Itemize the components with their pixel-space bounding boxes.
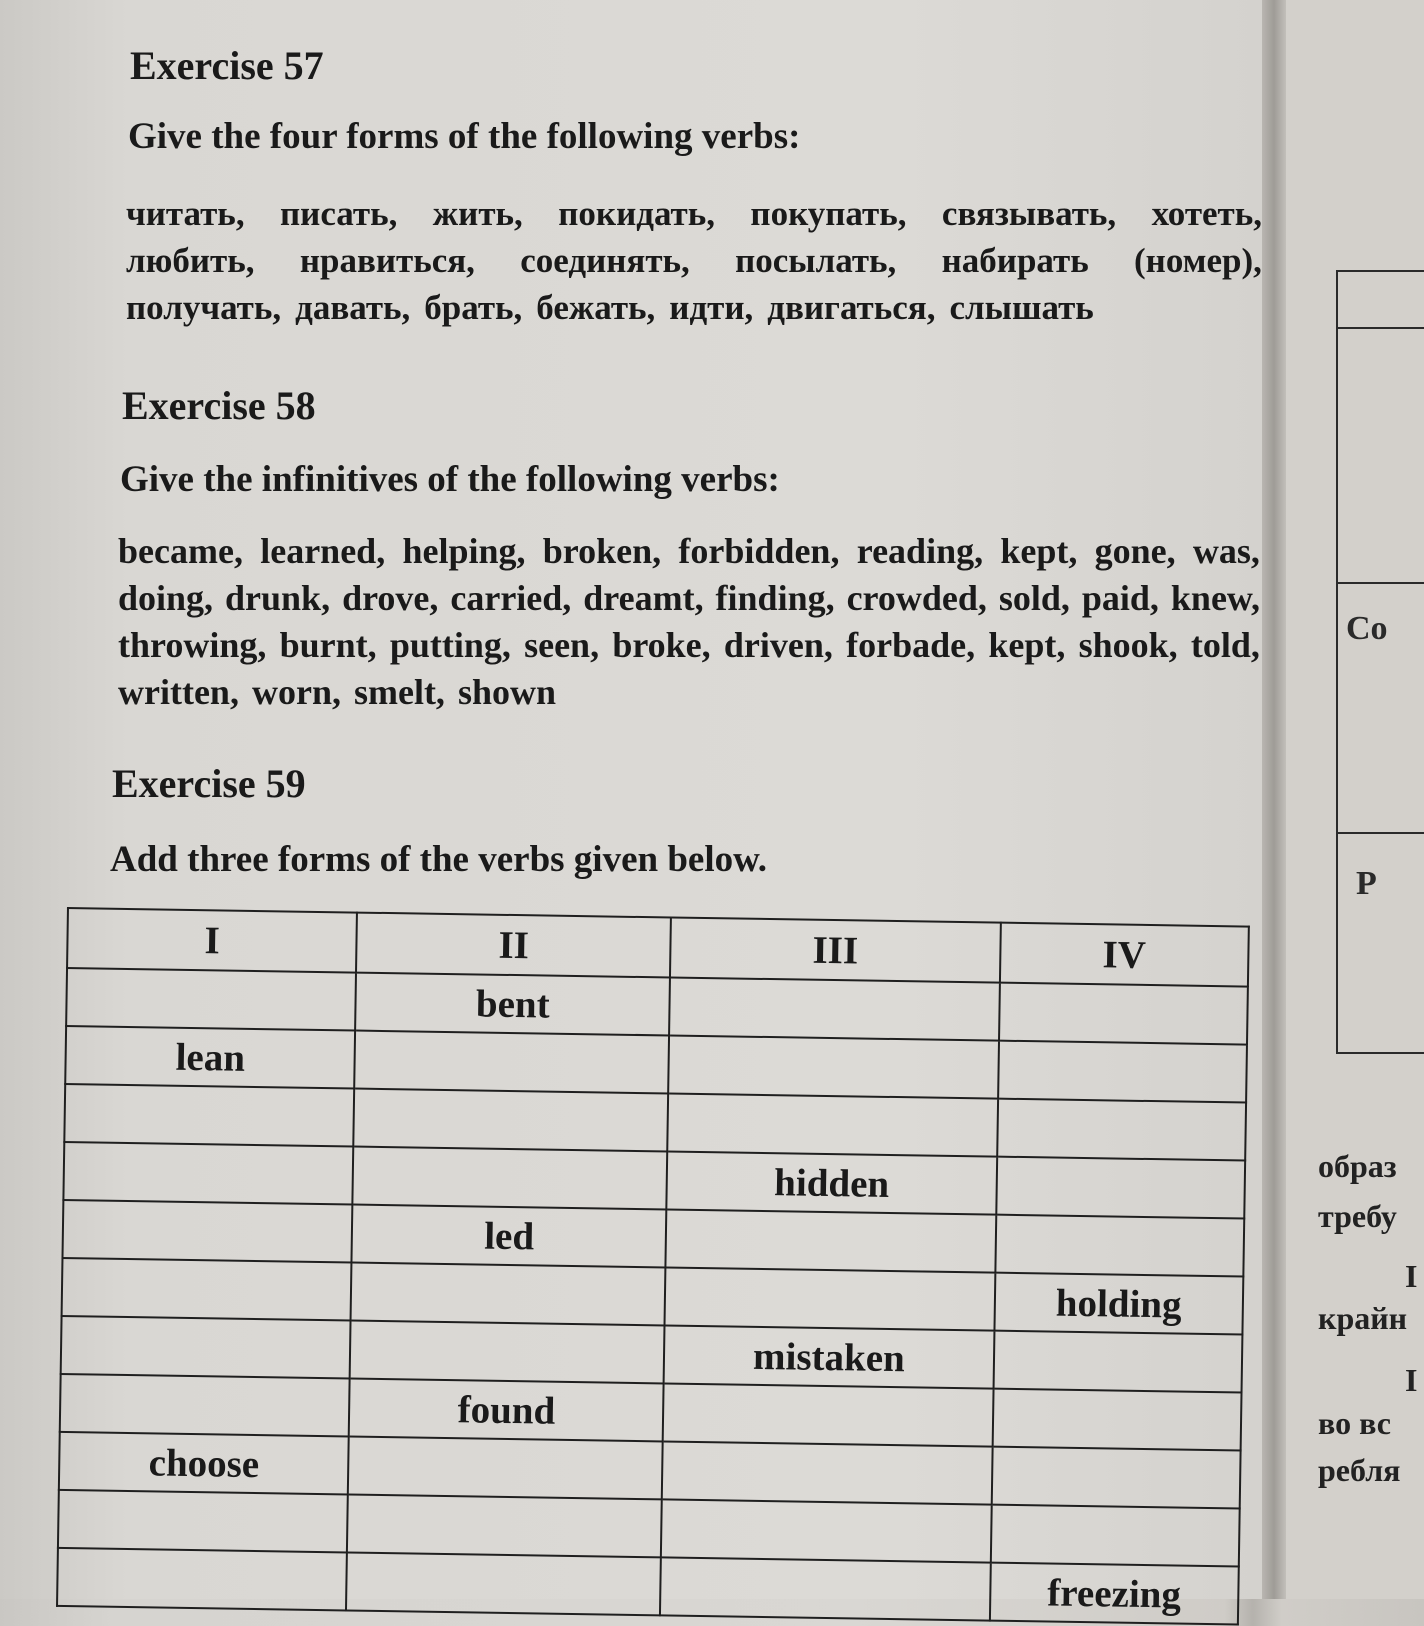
table-cell [61, 1316, 351, 1379]
table-cell: found [349, 1379, 664, 1442]
adjacent-text-line: крайн [1318, 1300, 1408, 1336]
verb-line: получать, давать, брать, бежать, идти, двигаться, слышать [126, 288, 1094, 327]
table-cell [660, 1557, 990, 1620]
verb-line: любить, нравиться, соединять, посылать, набирать (номер), [126, 241, 1262, 280]
verb-line: doing, drunk, drove, carried, dreamt, finding, crowded, sold, paid, knew, [118, 578, 1260, 618]
adjacent-text-line: ребля [1318, 1452, 1401, 1488]
table-cell [57, 1548, 347, 1611]
table-cell [995, 1215, 1244, 1277]
table-cell: holding [994, 1273, 1243, 1335]
table-cell [991, 1447, 1240, 1509]
table-cell [64, 1084, 354, 1147]
table-cell [661, 1499, 991, 1562]
column-header: I [67, 908, 357, 973]
exercise-57-heading: Exercise 57 [130, 43, 324, 88]
exercise-58-heading: Exercise 58 [122, 383, 316, 428]
adjacent-text-line: во вс [1318, 1405, 1391, 1441]
table-cell [66, 968, 356, 1031]
column-header: III [670, 917, 1000, 982]
table-cell [351, 1263, 666, 1326]
table-cell [663, 1383, 993, 1446]
column-header: IV [1000, 923, 1249, 987]
table-cell [999, 983, 1248, 1045]
table-cell [350, 1321, 665, 1384]
table-cell [666, 1209, 996, 1272]
table-cell [353, 1147, 668, 1210]
exercise-58-instruction: Give the infinitives of the following verbs: [120, 459, 780, 500]
table-cell [354, 1089, 669, 1152]
adjacent-text-line: образ [1318, 1148, 1397, 1184]
table-cell [993, 1331, 1242, 1393]
verb-line: became, learned, helping, broken, forbidden, reading, kept, gone, was, [118, 531, 1260, 571]
table-cell [667, 1093, 997, 1156]
adjacent-cell-text: Р [1356, 865, 1377, 902]
table-cell [665, 1267, 995, 1330]
table-cell [62, 1258, 352, 1321]
table-cell: bent [355, 973, 670, 1036]
table-cell: choose [59, 1432, 349, 1495]
table-cell [62, 1200, 352, 1263]
verb-forms-table [56, 907, 1250, 1625]
verb-line: throwing, burnt, putting, seen, broke, driven, forbade, kept, shook, told, [118, 625, 1260, 665]
table-cell: mistaken [664, 1325, 994, 1388]
adjacent-page [1286, 0, 1424, 1599]
table-cell [662, 1441, 992, 1504]
exercise-59-heading: Exercise 59 [112, 761, 306, 806]
table-cell [347, 1494, 662, 1557]
adjacent-text-line: требу [1318, 1198, 1397, 1234]
table-cell: freezing [990, 1563, 1239, 1625]
table-cell: hidden [667, 1151, 997, 1214]
exercise-57-instruction: Give the four forms of the following verbs: [128, 116, 801, 157]
exercise-58-verb-list [118, 528, 1260, 716]
table-cell [346, 1552, 661, 1615]
adjacent-text-line: I [1405, 1258, 1418, 1294]
table-cell [990, 1505, 1239, 1567]
adjacent-text-line: I [1405, 1362, 1418, 1398]
table-cell [997, 1099, 1246, 1161]
table-cell [996, 1157, 1245, 1219]
table-cell [58, 1490, 348, 1553]
book-gutter [1262, 0, 1286, 1599]
table-cell [992, 1389, 1241, 1451]
table-cell [668, 1035, 998, 1098]
table-cell [355, 1031, 670, 1094]
verb-line: written, worn, smelt, shown [118, 672, 556, 712]
adjacent-cell-text: Со [1346, 610, 1388, 647]
exercise-59-instruction: Add three forms of the verbs given below. [110, 839, 768, 880]
table-cell [998, 1041, 1247, 1103]
table-cell [63, 1142, 353, 1205]
table-cell [669, 977, 999, 1040]
exercise-57-verb-list [126, 190, 1262, 331]
table-cell [60, 1374, 350, 1437]
adjacent-table-frame [1336, 270, 1424, 1054]
verb-line: читать, писать, жить, покидать, покупать, связывать, хотеть, [126, 194, 1262, 233]
table-cell: lean [65, 1026, 355, 1089]
table-cell [348, 1436, 663, 1499]
table-cell: led [352, 1205, 667, 1268]
column-header: II [356, 913, 671, 978]
